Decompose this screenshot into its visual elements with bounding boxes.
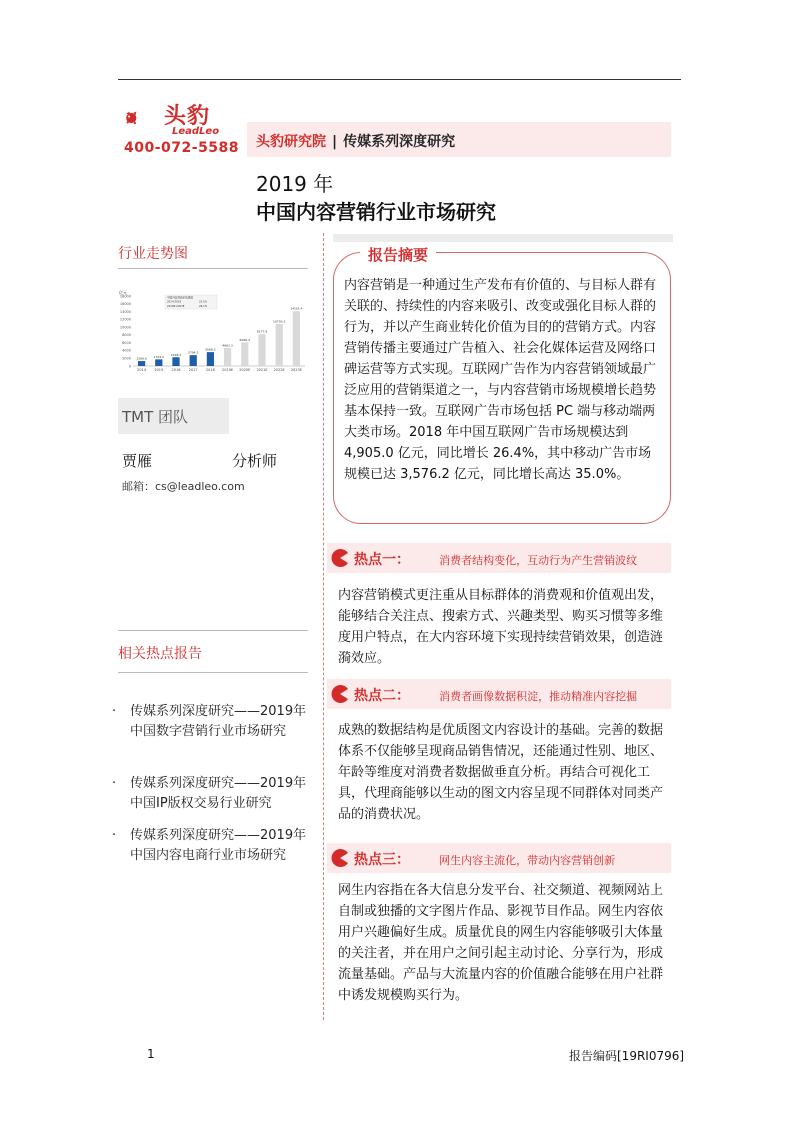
y-tick-label: 16000 <box>119 302 131 307</box>
chart-bar <box>276 324 283 366</box>
hotspot-text: 成熟的数据结构是优质图文内容设计的基础。完善的数据体系不仅能够呈现商品销售情况，还能通过性别、地区、年龄等维度对消费者数据做垂直分析。再结合可视化工具，代理商能够以生动的图文内容呈现不同群体对同类产品的消费状况。 <box>338 723 664 822</box>
hotspot-subtitle: 网生内容主流化，带动内容营销创新 <box>439 854 616 867</box>
x-tick-label: 2016 <box>171 368 181 372</box>
report-code: 报告编码[19RI0796] <box>569 1049 685 1063</box>
related-report-item[interactable] <box>112 702 317 742</box>
y-tick-label: 8000 <box>122 333 131 338</box>
pacman-icon <box>330 684 350 704</box>
bullet: · <box>112 776 117 791</box>
hotspot-title <box>354 549 637 569</box>
chart-ylabel: 亿元 <box>119 290 127 295</box>
pacman-icon <box>330 548 350 568</box>
hotspot-label: 热点二： <box>354 688 410 704</box>
related-divider <box>118 672 308 673</box>
trend-divider <box>118 268 308 269</box>
trend-heading: 行业走势图 <box>118 246 188 262</box>
logo-text-cn: 头豹 <box>164 104 211 129</box>
chart-bar <box>155 359 162 366</box>
x-tick-label: 2021E <box>256 368 268 372</box>
analyst-email[interactable]: 邮箱：cs@leadleo.com <box>122 480 245 493</box>
x-axis-labels <box>137 368 302 372</box>
bar-value-label: 2794.2 <box>187 350 199 355</box>
report-title: 中国内容营销行业市场研究 <box>256 200 496 224</box>
x-tick-label: 2015 <box>154 368 164 372</box>
y-tick-label: 12000 <box>119 317 131 322</box>
related-report-title: 传媒系列深度研究——2019年中国内容电商行业市场研究 <box>130 828 307 863</box>
hotspot-text: 内容营销模式更注重从目标群体的消费观和价值观出发，能够结合关注点、搜索方式、兴趣类型、购买习惯等多维度用户特点，在大内容环境下实现持续营销效果，创造涟漪效应。 <box>338 588 664 666</box>
hotspot-label: 热点三： <box>354 852 410 868</box>
y-tick-label: 4000 <box>122 348 131 353</box>
related-report-title: 传媒系列深度研究——2019年中国数字营销行业市场研究 <box>130 704 307 739</box>
related-report-title: 传媒系列深度研究——2019年中国IP版权交易行业研究 <box>130 776 307 811</box>
related-heading: 相关热点报告 <box>118 646 202 662</box>
x-tick-label: 2020E <box>239 368 251 372</box>
legend-entry: 2019E-2023E <box>167 304 185 308</box>
y-tick-label: 18000 <box>119 294 131 299</box>
hotspot-title <box>354 849 615 869</box>
column-divider <box>323 233 324 1020</box>
separator: | <box>332 134 338 150</box>
bar-value-label: 3568.2 <box>205 347 216 352</box>
chart-bar <box>138 361 145 366</box>
logo-text-en: LeadLeo <box>172 126 220 137</box>
legend-entry: 2014-2018 <box>167 300 182 304</box>
analyst-role: 分析师 <box>232 452 278 470</box>
series-name: 传媒系列深度研究 <box>343 134 456 150</box>
bullet: · <box>112 828 117 843</box>
x-tick-label: 2014 <box>137 368 147 372</box>
bar-value-label: 1266.6 <box>136 356 147 361</box>
related-report-item[interactable] <box>112 774 317 814</box>
summary-label: 报告摘要 <box>368 246 429 264</box>
bar-value-label: 1704.2 <box>153 354 165 359</box>
summary-top-bar <box>333 234 673 242</box>
bar-value-label: 4662.3 <box>222 343 233 348</box>
x-tick-label: 2017 <box>188 368 198 372</box>
analyst-name: 贾雁 <box>122 452 153 470</box>
top-rule <box>118 79 681 80</box>
summary-label-wrap <box>360 244 436 265</box>
hotspot-text: 网生内容指在各大信息分发平台、社交频道、视频网站上自制或独播的文字图片作品、影视节目作品。网生内容依用户兴趣偏好生成。质量优良的网生内容能够吸引大体量的关注者，并在用户之间引起主动讨论、分享行为，形成流量基础。产品与大流量内容的价值融合能够在用户社群中诱发规模购买行为。 <box>338 883 664 1003</box>
related-top-divider <box>118 630 308 631</box>
page-number: 1 <box>147 1047 155 1061</box>
legend-entry: 中国内容营销市场规模 <box>167 296 193 300</box>
pacman-icon <box>330 848 350 868</box>
hotspot-label: 热点一： <box>354 552 410 568</box>
chart-bar <box>207 352 214 366</box>
legend-value: 26.1% <box>199 304 208 308</box>
y-tick-label: 6000 <box>122 340 131 345</box>
series-line <box>256 131 455 151</box>
summary-text: 内容营销是一种通过生产发布有价值的、与目标人群有关联的、持续性的内容来吸引、改变或强化目标人群的行为，并以产生商业转化价值为目的的营销方式。内容营销传播主要通过广告植入、社会化媒体运营及网络口碑运营等方式实现。互联网广告作为内容营销领域最广泛应用的营销渠道之一，与内容营销市场规模增长趋势基本保持一致。互联网广告市场包括 PC 端与移动端两大类市场。2018 年中国互联网广告市场规模达到 4,905.0 亿元，同比增长 26.4%，其中移动广告市场规模已达 3,576.2 亿元，同比增长高达 35.0%。 <box>344 278 657 482</box>
phone-number: 400-072-5588 <box>124 140 240 156</box>
related-report-item[interactable] <box>112 826 317 866</box>
hotspot-subtitle: 消费者画像数据积淀，推动精准内容挖掘 <box>439 690 638 703</box>
hotspot-subtitle: 消费者结构变化，互动行为产生营销波纹 <box>439 554 638 567</box>
chart-bar <box>258 334 265 366</box>
leadleo-logo-icon <box>124 98 164 138</box>
bar-value-label: 8177.8 <box>256 329 268 334</box>
trend-chart <box>119 286 309 378</box>
chart-bar <box>190 355 197 366</box>
chart-bar <box>172 357 179 366</box>
y-tick-label: 0 <box>128 364 131 369</box>
y-tick-label: 14000 <box>119 309 131 314</box>
legend-value: 23.5% <box>199 300 208 304</box>
team-heading: TMT 团队 <box>122 408 189 426</box>
institute-name: 头豹研究院 <box>256 134 326 150</box>
chart-bar <box>293 311 300 366</box>
bullet: · <box>112 704 117 719</box>
y-tick-label: 2000 <box>122 356 131 361</box>
y-tick-label: 10000 <box>119 325 131 330</box>
bar-value-label: 2248.2 <box>170 352 182 357</box>
x-tick-label: 2019E <box>222 368 234 372</box>
x-tick-label: 2023E <box>290 368 302 372</box>
report-year: 2019 年 <box>256 172 334 196</box>
x-tick-label: 2022E <box>273 368 285 372</box>
bar-value-label: 6096.2 <box>239 337 251 342</box>
chart-legend <box>165 295 217 309</box>
chart-bar <box>241 342 248 366</box>
bar-value-label: 14101.4 <box>290 306 303 311</box>
hotspot-title <box>354 685 637 705</box>
chart-bar <box>224 348 231 366</box>
bar-value-label: 10793.3 <box>272 319 286 324</box>
x-tick-label: 2018 <box>205 368 215 372</box>
